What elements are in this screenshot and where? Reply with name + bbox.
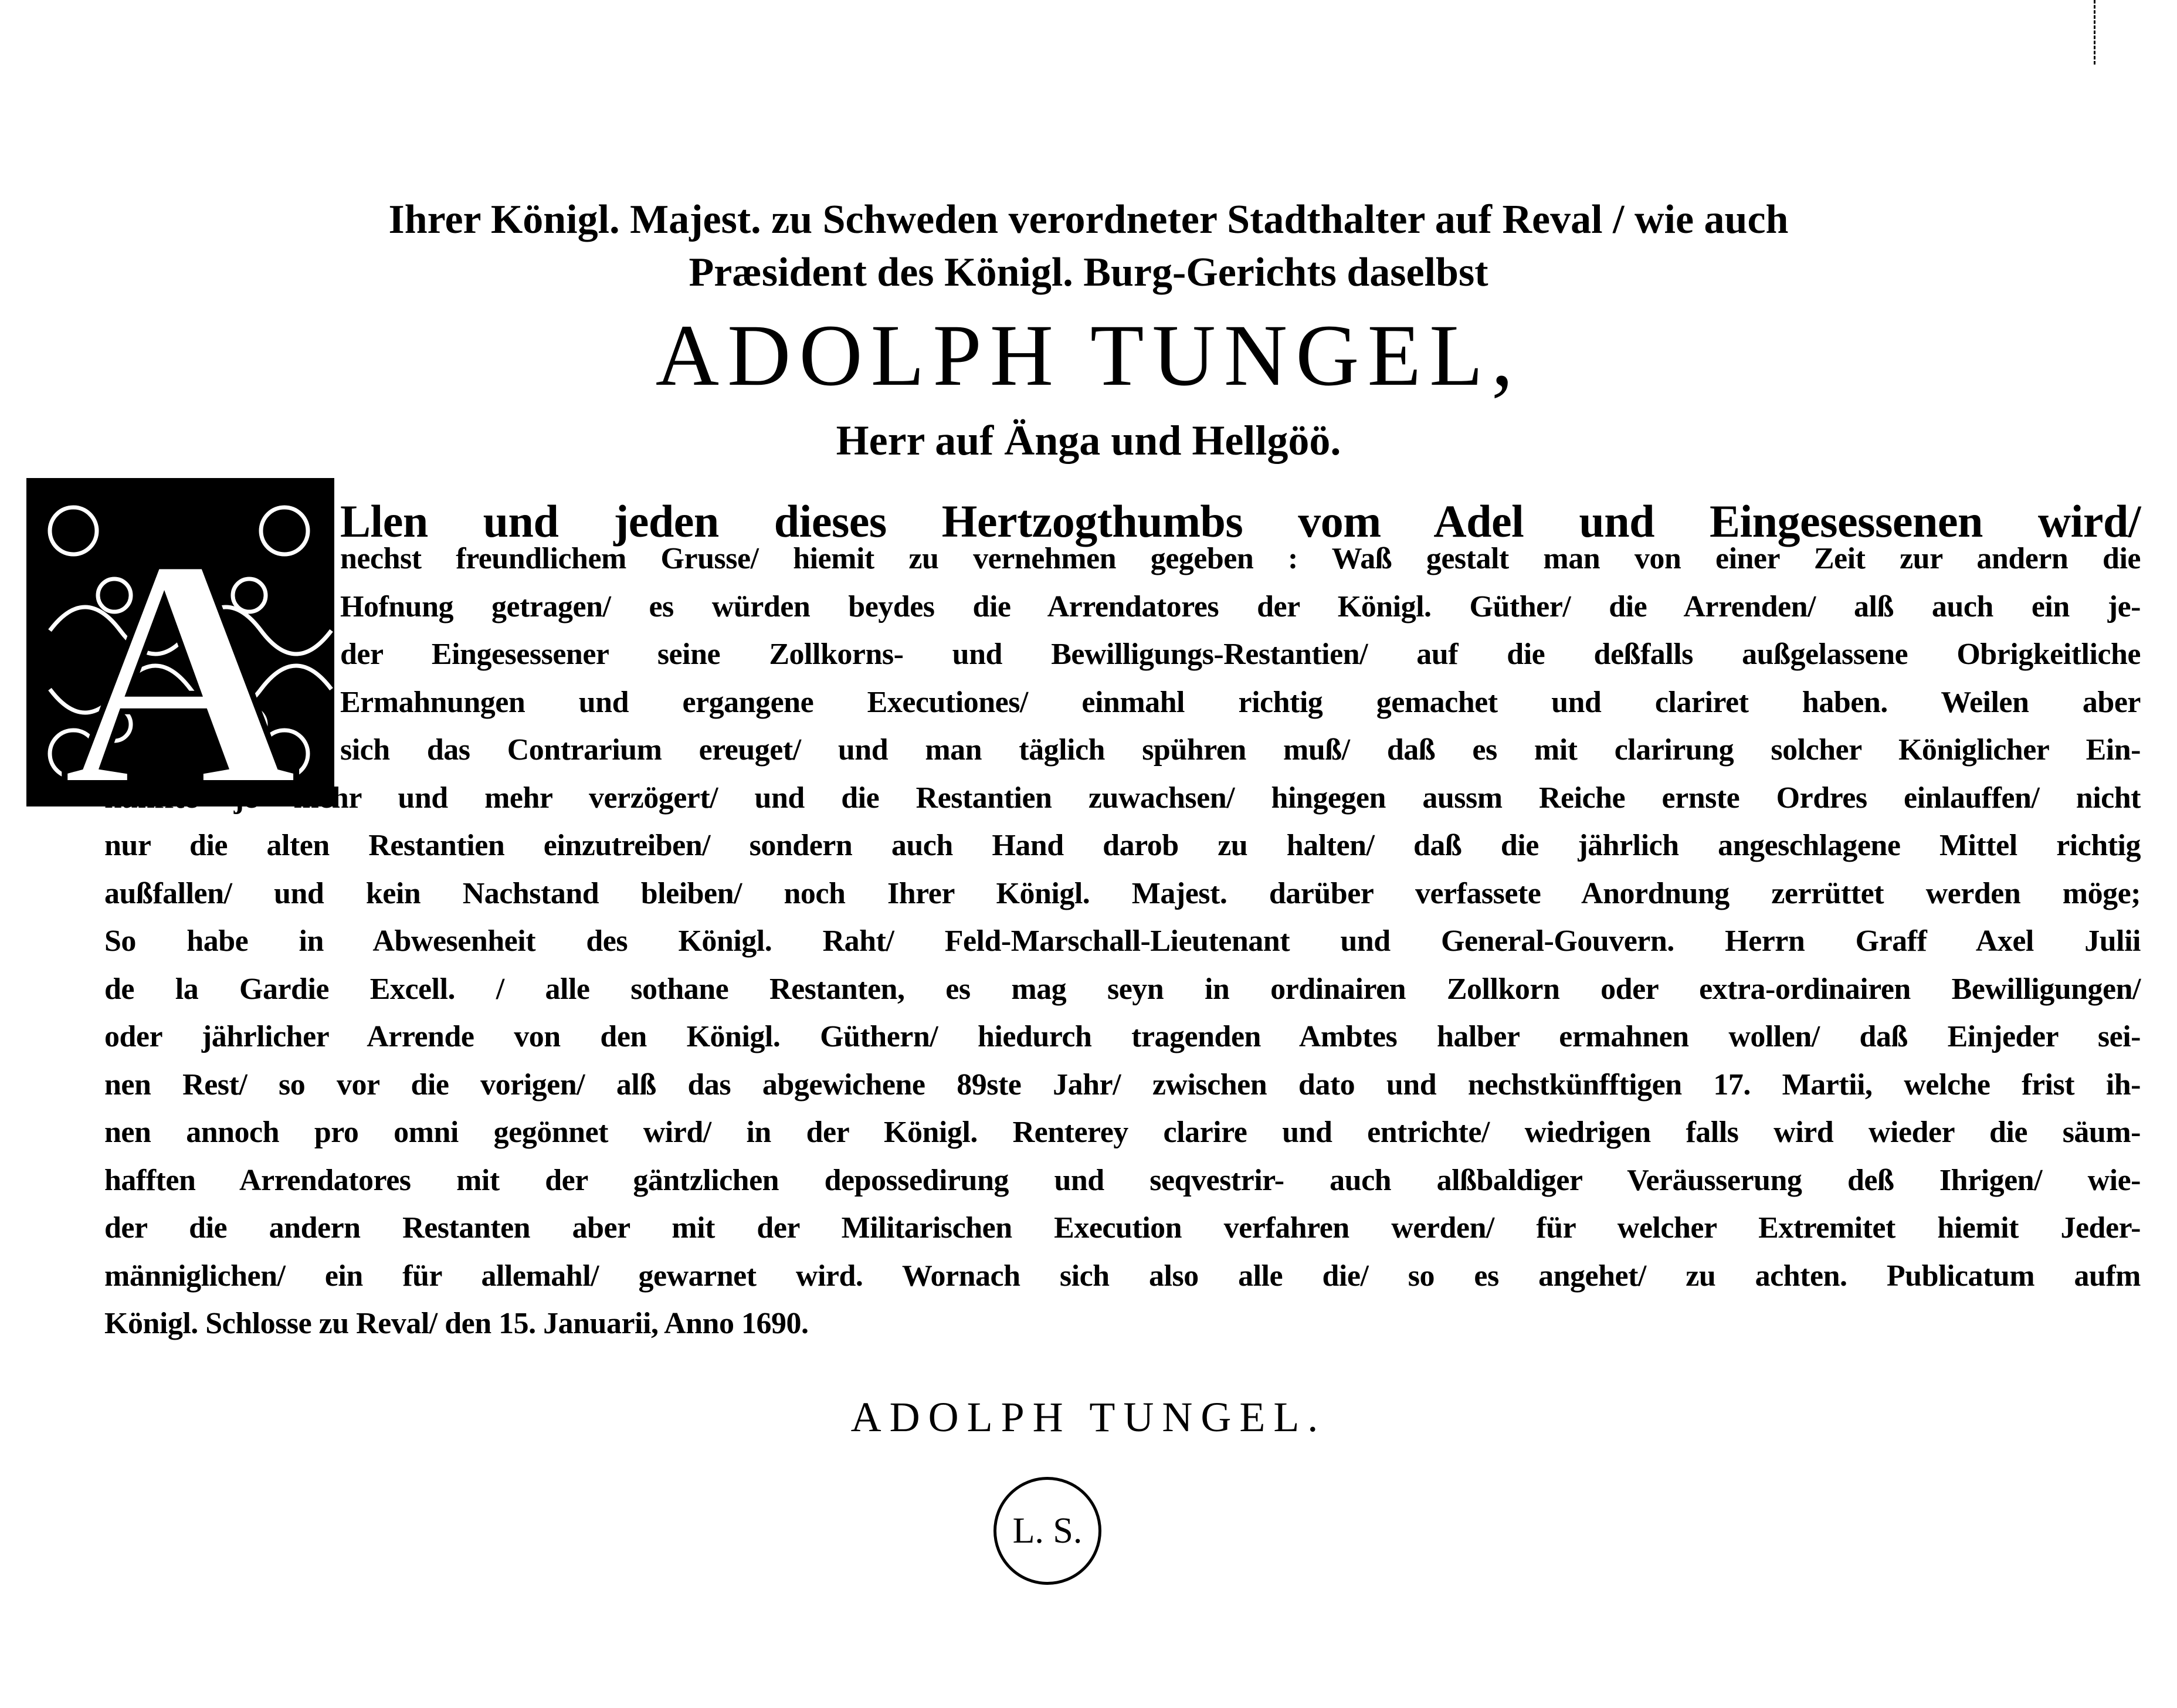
body-line: nechst freundlichem Grusse/ hiemit zu vernehmen gegeben : Waß gestalt man von einer Zeit zur andern die: [340, 542, 2141, 575]
body-line: Llen und jeden dieses Hertzogthumbs vom Adel und Eingesessenen wird/: [340, 496, 2141, 547]
header-title-line: Ihrer Königl. Majest. zu Schweden verordneter Stadthalter auf Reval / wie auch: [388, 197, 1789, 242]
body-line: Hofnung getragen/ es würden beydes die Arrendatores der Königl. Güther/ die Arrenden/ alß auch ein je-: [340, 589, 2141, 623]
body-line: de la Gardie Excell. / alle sothane Restanten, es mag seyn in ordinairen Zollkorn oder extra-ordinairen Bewilligungen/: [104, 972, 2141, 1006]
svg-text:A: A: [61, 491, 299, 806]
body-line: der Eingesessener seine Zollkorns- und Bewilligungs-Restantien/ auf die deßfalls außgelassene Obrigkeitliche: [340, 638, 2141, 671]
body-line: Ermahnungen und ergangene Executiones/ einmahl richtig gemachet und clariret haben. Weilen aber: [340, 685, 2141, 719]
body-line: nen Rest/ so vor die vorigen/ alß das abgewichene 89ste Jahr/ zwischen dato und nechstkünfftigen 17. Martii, welche frist ih-: [104, 1068, 2141, 1102]
body-line: So habe in Abwesenheit des Königl. Raht/ Feld-Marschall-Lieutenant und General-Gouvern. Herrn Graff Axel Julii: [104, 924, 2141, 958]
body-line: männiglichen/ ein für allemahl/ gewarnet wird. Wornach sich also alle die/ so es angehet/ zu achten. Publicatum aufm: [104, 1259, 2141, 1293]
margin-mark: [2094, 0, 2097, 65]
body-line: künffte je mehr und mehr verzögert/ und die Restantien zuwachsen/ hingegen aussm Reiche ernste Ordres einlauffen/ nicht: [104, 781, 2141, 815]
issuer-lordship: Herr auf Änga und Hellgöö.: [836, 417, 1341, 464]
body-line: außfallen/ und kein Nachstand bleiben/ noch Ihrer Königl. Majest. darüber verfassete Anordnung zerrüttet werden möge;: [104, 876, 2141, 910]
issuer-name: ADOLPH TUNGEL,: [655, 307, 1522, 404]
header-subtitle-line: Præsident des Königl. Burg-Gerichts daselbst: [689, 250, 1488, 295]
body-line: sich das Contrarium ereuget/ und man täglich spühren muß/ daß es mit clarirung solcher Königlicher Ein-: [340, 733, 2141, 767]
ornamental-drop-cap-a: [26, 478, 334, 806]
seal-circle: [993, 1477, 1101, 1585]
seal-label: L. S.: [1012, 1510, 1083, 1551]
body-line: Königl. Schlosse zu Reval/ den 15. Januarii, Anno 1690.: [104, 1307, 809, 1340]
body-line: nen annoch pro omni gegönnet wird/ in der Königl. Renterey clarire und entrichte/ wiedrigen falls wird wieder die säum-: [104, 1116, 2141, 1149]
body-line: nur die alten Restantien einzutreiben/ sondern auch Hand darob zu halten/ daß die jährlich angeschlagene Mittel richtig: [104, 829, 2141, 862]
signature: ADOLPH TUNGEL.: [850, 1394, 1327, 1441]
body-line: hafften Arrendatores mit der gäntzlichen depossedirung und seqvestrir- auch alßbaldiger Veräusserung deß Ihrigen/ wie-: [104, 1163, 2141, 1197]
body-line: oder jährlicher Arrende von den Königl. Güthern/ hiedurch tragenden Ambtes halber ermahnen wollen/ daß Einjeder sei-: [104, 1020, 2141, 1053]
body-line: der die andern Restanten aber mit der Militarischen Execution verfahren werden/ für welcher Extremitet hiemit Jeder-: [104, 1211, 2141, 1245]
